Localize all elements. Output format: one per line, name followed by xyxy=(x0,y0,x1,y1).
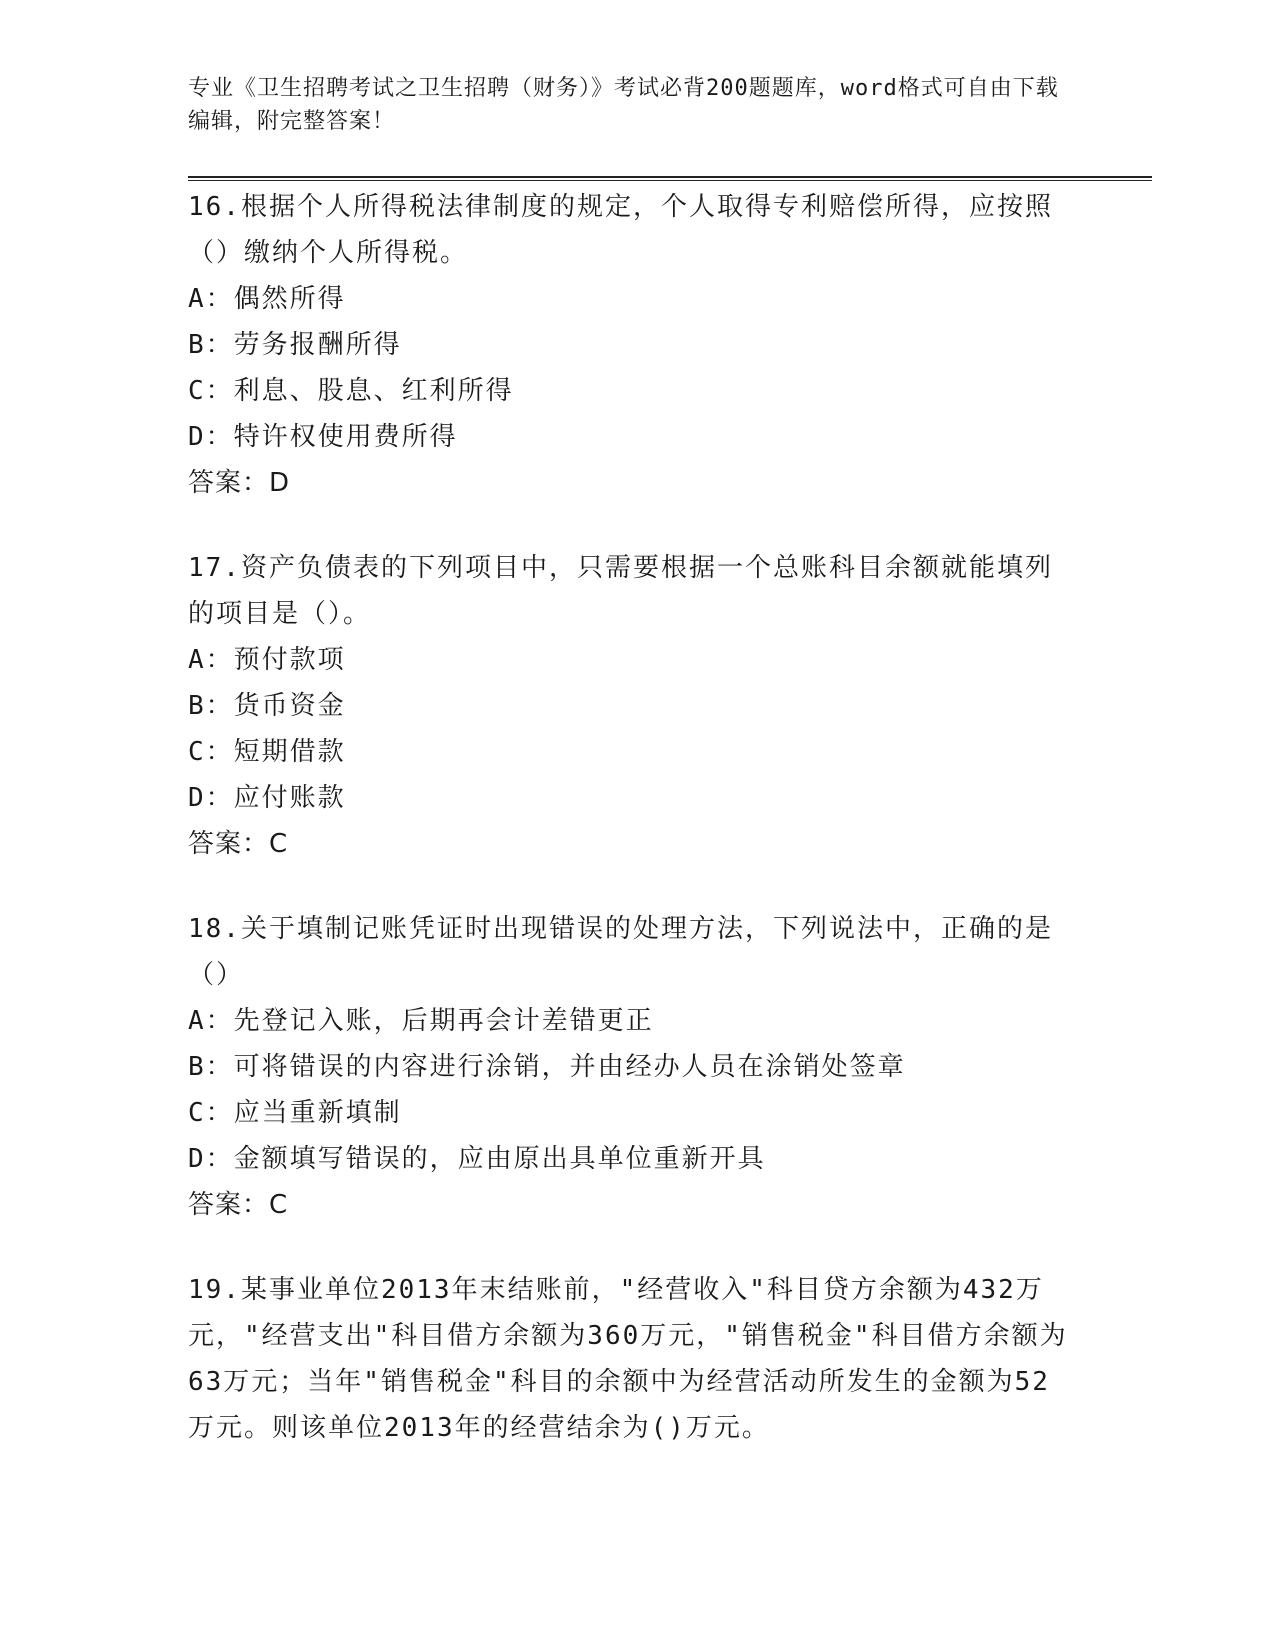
question-17 xyxy=(188,545,1068,867)
option-a: A：先登记入账，后期再会计差错更正 xyxy=(188,1006,654,1036)
answer-line: 答案：D xyxy=(188,468,291,498)
option-c: C：短期借款 xyxy=(188,737,346,767)
option-d: D：应付账款 xyxy=(188,783,346,813)
question-16 xyxy=(188,184,1068,506)
question-stem: 16.根据个人所得税法律制度的规定，个人取得专利赔偿所得，应按照（）缴纳个人所得税。 xyxy=(188,192,1053,268)
option-a: A：偶然所得 xyxy=(188,284,346,314)
answer-line: 答案：C xyxy=(188,1190,289,1220)
question-stem: 19.某事业单位2013年末结账前，"经营收入"科目贷方余额为432万元，"经营支出"科目借方余额为360万元，"销售税金"科目借方余额为63万元；当年"销售税金"科目的余额中为经营活动所发生的金额为52万元。则该单位2013年的经营结余为()万元。 xyxy=(188,1275,1068,1443)
document-header: 专业《卫生招聘考试之卫生招聘（财务）》考试必背200题题库，word格式可自由下载编辑，附完整答案！ xyxy=(188,76,1059,134)
header-divider xyxy=(188,176,1152,181)
option-c: C：利息、股息、红利所得 xyxy=(188,376,514,406)
question-stem: 17.资产负债表的下列项目中，只需要根据一个总账科目余额就能填列的项目是（）。 xyxy=(188,553,1053,629)
option-a: A：预付款项 xyxy=(188,645,346,675)
question-19 xyxy=(188,1267,1068,1451)
question-18 xyxy=(188,906,1068,1228)
option-d: D：金额填写错误的，应由原出具单位重新开具 xyxy=(188,1144,766,1174)
option-b: B：可将错误的内容进行涂销，并由经办人员在涂销处签章 xyxy=(188,1052,906,1082)
option-b: B：货币资金 xyxy=(188,691,346,721)
option-d: D：特许权使用费所得 xyxy=(188,422,458,452)
question-stem: 18.关于填制记账凭证时出现错误的处理方法，下列说法中，正确的是（） xyxy=(188,914,1053,990)
option-c: C：应当重新填制 xyxy=(188,1098,402,1128)
answer-line: 答案：C xyxy=(188,829,289,859)
option-b: B：劳务报酬所得 xyxy=(188,330,402,360)
